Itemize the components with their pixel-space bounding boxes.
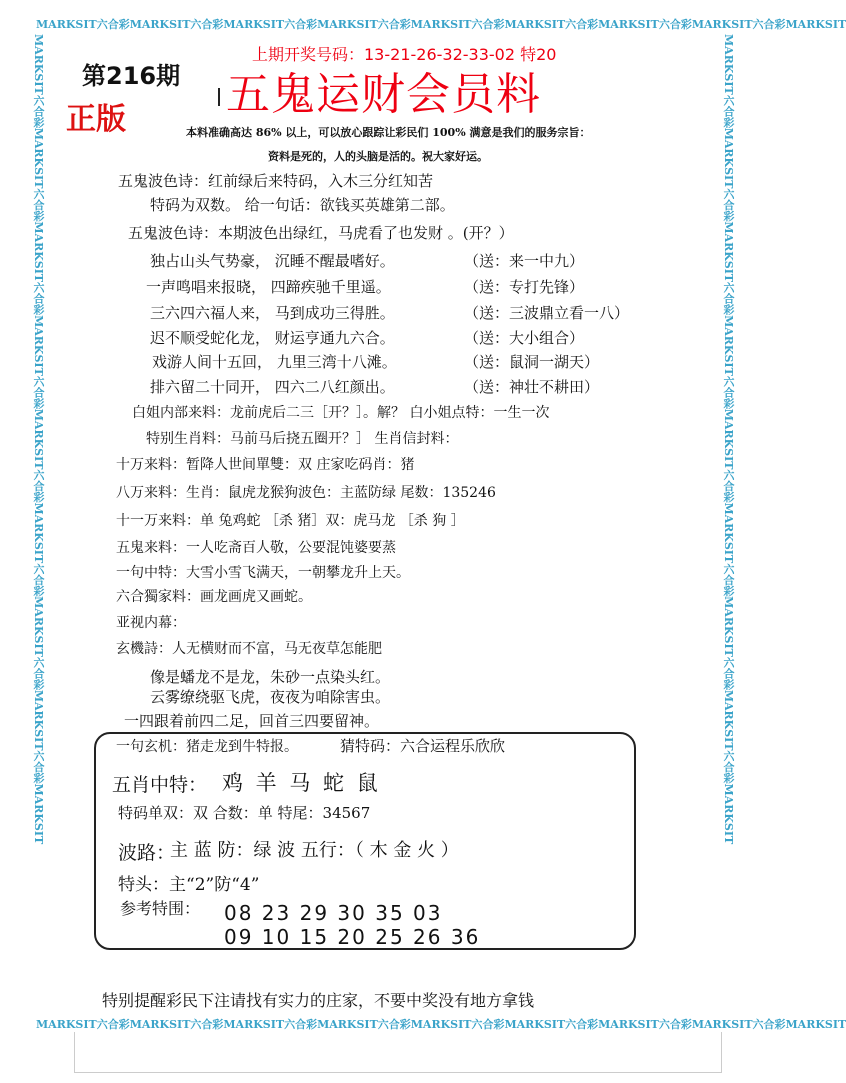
border-pattern-left: MARKSIT六合彩MARKSIT六合彩MARKSIT六合彩MARKSIT六合彩MARKSIT六合彩MARKSIT六合彩MARKSIT六合彩MARKSIT六合彩MARKSIT <box>32 34 45 845</box>
bottom-margin-frame <box>74 1032 722 1073</box>
intro-line-1: 本料准确高达 86% 以上，可以放心跟踪让彩民们 100% 满意是我们的服务宗旨： <box>186 126 591 139</box>
issue-number: 第216期 <box>82 62 181 90</box>
liuhe-line: 六合獨家料：画龙画虎又画蛇。 <box>116 589 312 605</box>
yashi-line: 亚视内幕： <box>116 615 186 631</box>
baijie-line: 白姐内部来料：龙前虎后二三［开？］。解？ 白小姐点特：一生一次 <box>132 405 550 421</box>
cankao-label: 参考特围： <box>120 899 201 918</box>
bawan-line: 八万来料：生肖：鼠虎龙猴狗波色：主蓝防绿 尾数：135246 <box>116 485 496 501</box>
yiju-zhongte-line: 一句中特：大雪小雪飞满天，一朝攀龙升上天。 <box>116 565 410 581</box>
verse-1-gift: （送：来一中九） <box>464 252 585 270</box>
wugui-line: 五鬼来料：一人吃斋百人敬，公要混饨婆要蒸 <box>116 540 396 556</box>
title-divider <box>218 88 220 106</box>
xuanji-line-2: 云雾缭绕驱飞虎，夜夜为咱除害虫。 <box>150 688 391 706</box>
xuanji-title: 玄機詩：人无横财而不富，马无夜草怎能肥 <box>116 641 382 657</box>
danshuang-line: 特码单双：双 合数：单 特尾：34567 <box>118 804 371 822</box>
verse-2: 一声鸣唱来报晓， 四蹄疾驰千里遥。 <box>146 278 391 296</box>
verse-4-gift: （送：大小组合） <box>464 329 585 347</box>
xuanji-line-3: 一四跟着前四二足，回首三四要留神。 <box>124 712 380 730</box>
cankao-row-1: 08 23 29 30 35 03 <box>224 901 443 925</box>
verse-5-gift: （送：鼠洞一湖天） <box>464 353 600 371</box>
verse-2-gift: （送：专打先锋） <box>464 278 585 296</box>
cai-tema: 猜特码：六合运程乐欣欣 <box>340 737 506 755</box>
poem1-line-b: 特码为双数。 给一句话：欲钱买英雄第二部。 <box>150 196 455 214</box>
page-title: 五鬼运财会员料 <box>226 69 541 120</box>
shiyiwan-line: 十一万来料：单 兔鸡蛇 ［杀 猪］双：虎马龙 ［杀 狗 ］ <box>116 513 465 529</box>
wuxiao-label: 五肖中特： <box>112 774 208 796</box>
verse-5: 戏游人间十五回， 九里三湾十八滩。 <box>152 353 397 371</box>
shiwan-line: 十万来料：暂降人世间單雙：双 庄家吃码肖：猪 <box>116 457 415 473</box>
verse-1: 独占山头气势豪， 沉睡不醒最嗜好。 <box>150 252 395 270</box>
verse-3: 三六四六福人来， 马到成功三得胜。 <box>150 304 395 322</box>
edition-label: 正版 <box>66 102 126 137</box>
verse-6: 排六留二十同开， 四六二八红颜出。 <box>150 378 395 396</box>
previous-draw-result: 上期开奖号码：13-21-26-32-33-02 特20 <box>252 45 557 64</box>
poem2-title: 五鬼波色诗：本期波色出绿红，马虎看了也发财 。(开？） <box>128 224 514 242</box>
verse-4: 迟不顺受蛇化龙， 财运亨通九六合。 <box>150 329 395 347</box>
xuanji-line-1: 像是蟠龙不是龙，朱砂一点染头红。 <box>150 668 391 686</box>
intro-line-2: 资料是死的，人的头脑是活的。祝大家好运。 <box>268 150 488 163</box>
verse-6-gift: （送：神壮不耕田） <box>464 378 600 396</box>
footer-notice: 特别提醒彩民下注请找有实力的庄家，不要中奖没有地方拿钱 <box>102 991 535 1010</box>
cankao-row-2: 09 10 15 20 25 26 36 <box>224 925 481 949</box>
poem1-line-a: 五鬼波色诗：红前绿后来特码，入木三分红知苦 <box>118 172 434 190</box>
border-pattern-top: MARKSIT六合彩MARKSIT六合彩MARKSIT六合彩MARKSIT六合彩MARKSIT六合彩MARKSIT六合彩MARKSIT六合彩MARKSIT六合彩MARKSIT <box>36 18 846 31</box>
verse-3-gift: （送：三波鼎立看一八） <box>464 304 630 322</box>
border-pattern-right: MARKSIT六合彩MARKSIT六合彩MARKSIT六合彩MARKSIT六合彩MARKSIT六合彩MARKSIT六合彩MARKSIT六合彩MARKSIT六合彩MARKSIT <box>722 34 735 845</box>
border-pattern-bottom: MARKSIT六合彩MARKSIT六合彩MARKSIT六合彩MARKSIT六合彩MARKSIT六合彩MARKSIT六合彩MARKSIT六合彩MARKSIT六合彩MARKSIT <box>36 1018 846 1031</box>
bolu-label: 波路： <box>118 842 176 864</box>
bolu-values: 主 蓝 防：绿 波 五行：（ 木 金 火 ） <box>170 840 459 861</box>
special-zodiac-line: 特别生肖料：马前马后挠五圈开？］ 生肖信封料： <box>146 431 459 447</box>
wuxiao-values: 鸡 羊 马 蛇 鼠 <box>222 771 381 795</box>
tetou-line: 特头：主“2”防“4” <box>118 875 260 895</box>
yiju-xuanji: 一句玄机：猪走龙到牛特报。 <box>116 739 298 755</box>
